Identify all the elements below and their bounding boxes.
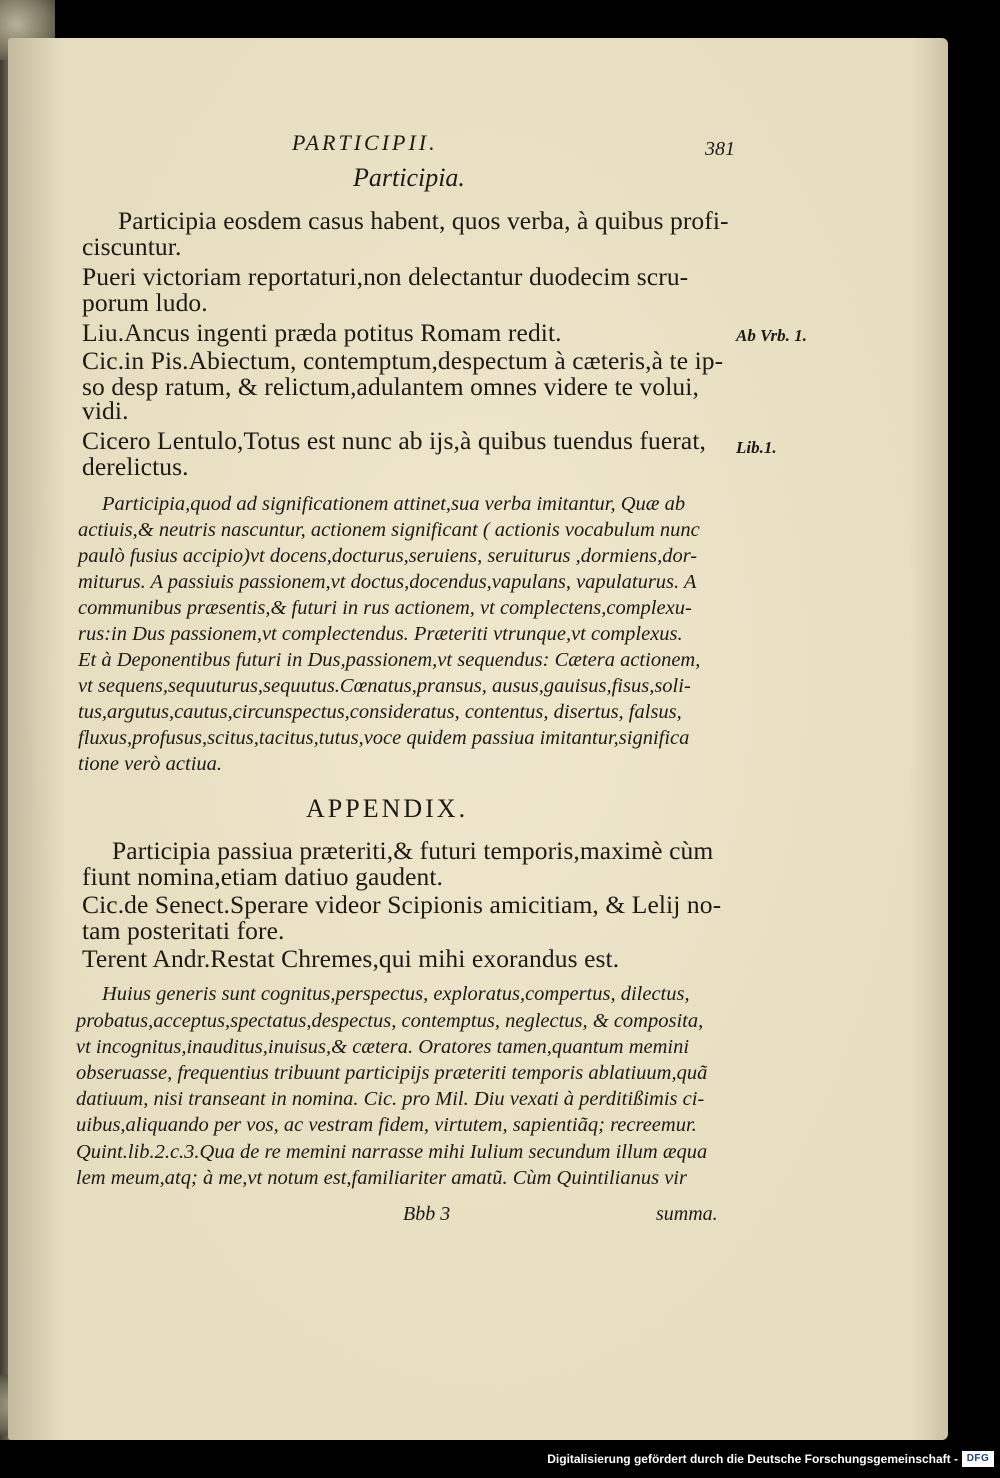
text-line: so desp ratum, & relictum,adulantem omnes videre te volui, bbox=[82, 372, 699, 401]
text-line: Cic.de Senect.Sperare videor Scipionis amicitiam, & Lelij no- bbox=[82, 890, 722, 919]
text-line: paulò fusius accipio)vt docens,docturus,seruiens, seruiturus ,dormiens,dor- bbox=[78, 545, 698, 567]
text-line: communibus præsentis,& futuri in rus actionem, vt complectens,complexu- bbox=[78, 597, 692, 619]
text-line: lem meum,atq; à me,vt notum est,familiariter amatũ. Cùm Quintilianus vir bbox=[76, 1167, 687, 1189]
text-line: actiuis,& neutris nascuntur, actionem significant ( actionis vocabulum nunc bbox=[78, 519, 700, 541]
page-number: 381 bbox=[705, 138, 735, 160]
funding-notice: Digitalisierung gefördert durch die Deutsche Forschungsgemeinschaft - bbox=[547, 1452, 958, 1466]
text-line: Pueri victoriam reportaturi,non delectantur duodecim scru- bbox=[82, 262, 689, 291]
text-line: tus,argutus,cautus,circunspectus,consideratus, contentus, disertus, falsus, bbox=[78, 701, 682, 723]
text-line: Participia eosdem casus habent, quos verba, à quibus profi- bbox=[118, 206, 729, 235]
margin-note: Lib.1. bbox=[736, 438, 777, 457]
text-line: datiuum, nisi transeant in nomina. Cic. pro Mil. Diu vexati à perditißimis ci- bbox=[76, 1088, 705, 1110]
text-line: Liu.Ancus ingenti præda potitus Romam redit. bbox=[82, 318, 562, 347]
text-line: tam posteritati fore. bbox=[82, 916, 285, 945]
text-line: fiunt nomina,etiam datiuo gaudent. bbox=[82, 862, 444, 891]
text-line: Huius generis sunt cognitus,perspectus, exploratus,compertus, dilectus, bbox=[102, 983, 690, 1005]
text-line: vt incognitus,inauditus,inuisus,& cætera. Oratores tamen,quantum memini bbox=[76, 1036, 690, 1058]
margin-note: Ab Vrb. 1. bbox=[736, 326, 807, 345]
text-line: Cicero Lentulo,Totus est nunc ab ijs,à quibus tuendus fuerat, bbox=[82, 426, 706, 455]
text-line: miturus. A passiuis passionem,vt doctus,docendus,vapulans, vapulaturus. A bbox=[78, 571, 697, 593]
text-line: vt sequens,sequuturus,sequutus.Cœnatus,pransus, ausus,gauisus,fisus,soli- bbox=[78, 675, 691, 697]
text-line: Participia,quod ad significationem attinet,sua verba imitantur, Quæ ab bbox=[102, 493, 686, 515]
text-line: fluxus,profusus,scitus,tacitus,tutus,voce quidem passiua imitantur,significa bbox=[78, 727, 690, 749]
section-title: Participia. bbox=[353, 163, 465, 192]
appendix-heading: APPENDIX. bbox=[306, 794, 469, 823]
text-line: tione verò actiua. bbox=[78, 753, 223, 775]
text-line: uibus,aliquando per vos, ac vestram fidem, virtutem, sapientiãq; recreemur. bbox=[76, 1114, 697, 1136]
footer-bar bbox=[0, 1444, 1000, 1478]
text-line: Quint.lib.2.c.3.Qua de re memini narrasse mihi Iulium secundum illum æqua bbox=[76, 1141, 708, 1163]
catchword: summa. bbox=[656, 1203, 718, 1225]
signature-mark: Bbb 3 bbox=[403, 1203, 451, 1225]
text-line: obseruasse, frequentius tribuunt participijs præteriti temporis ablatiuum,quã bbox=[76, 1062, 708, 1084]
running-head: PARTICIPII. bbox=[292, 130, 438, 155]
text-line: Participia passiua præteriti,& futuri temporis,maximè cùm bbox=[112, 836, 714, 865]
text-line: probatus,acceptus,spectatus,despectus, contemptus, neglectus, & composita, bbox=[76, 1010, 704, 1032]
text-line: ciscuntur. bbox=[82, 232, 182, 261]
text-line: Et à Deponentibus futuri in Dus,passionem,vt sequendus: Cætera actionem, bbox=[78, 649, 701, 671]
text-line: rus:in Dus passionem,vt complectendus. Præteriti vtrunque,vt complexus. bbox=[78, 623, 683, 645]
text-line: porum ludo. bbox=[82, 288, 208, 317]
text-line: Terent Andr.Restat Chremes,qui mihi exorandus est. bbox=[82, 944, 620, 973]
dfg-logo-icon: DFG bbox=[962, 1451, 994, 1467]
text-line: Cic.in Pis.Abiectum, contemptum,despectum à cæteris,à te ip- bbox=[82, 346, 724, 375]
text-line: derelictus. bbox=[82, 452, 189, 481]
text-line: vidi. bbox=[82, 396, 129, 425]
